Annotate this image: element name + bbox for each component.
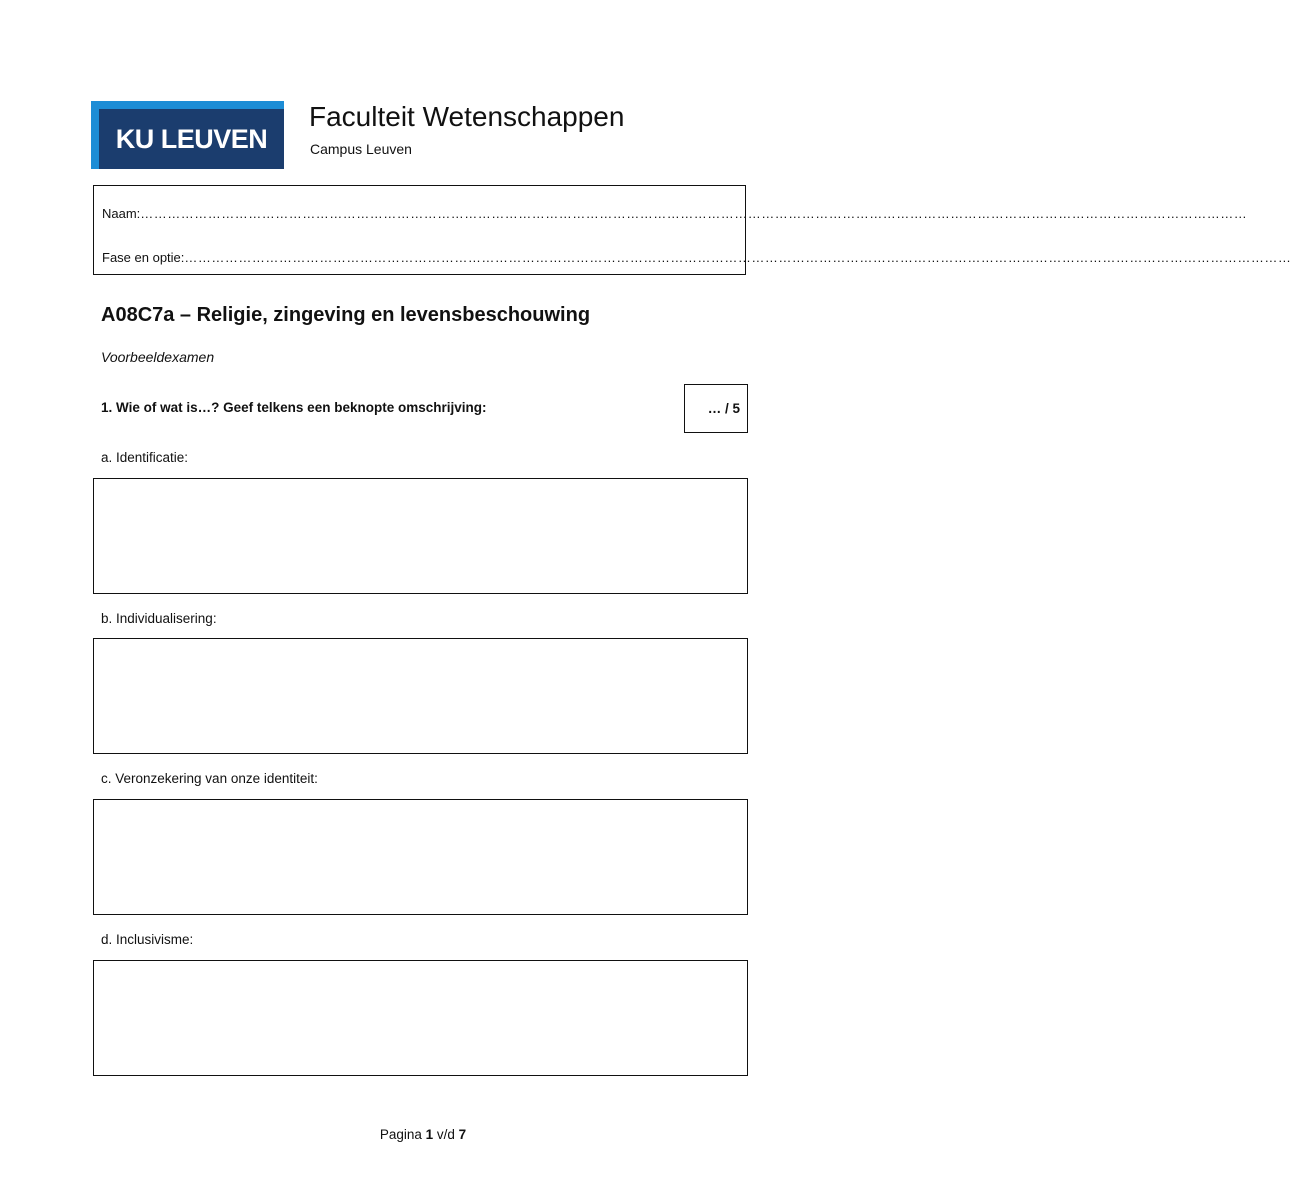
item-b-label: b. Individualisering: [101, 611, 217, 626]
page-footer [0, 1127, 846, 1142]
ku-leuven-logo [91, 101, 284, 169]
answer-box-d[interactable] [93, 960, 748, 1076]
answer-box-b[interactable] [93, 638, 748, 754]
footer-prefix: Pagina [379, 1127, 426, 1142]
page-number: 1 [425, 1127, 434, 1142]
footer-middle: v/d [433, 1127, 459, 1142]
name-field[interactable] [102, 206, 1248, 221]
exam-title: A08C7a – Religie, zingeving en levensbeschouwing [101, 304, 591, 326]
item-a-label: a. Identificatie: [101, 450, 189, 465]
question-1-text: 1. Wie of wat is…? Geef telkens een beknopte omschrijving: [101, 400, 487, 415]
phase-dotted-line[interactable]: ………………………………………………………………………………………………………………………………………………………………………………………………………………………… [184, 250, 1291, 265]
name-label: Naam: [102, 206, 141, 221]
phase-label: Fase en optie: [102, 250, 185, 265]
name-dotted-line[interactable]: ………………………………………………………………………………………………………………………………………………………………………………………………………………………… [140, 206, 1248, 221]
score-box[interactable] [684, 384, 748, 433]
score-text: … / 5 [707, 401, 740, 416]
faculty-title: Faculteit Wetenschappen [309, 101, 625, 132]
item-c-label: c. Veronzekering van onze identiteit: [101, 771, 318, 786]
answer-box-c[interactable] [93, 799, 748, 915]
exam-subtitle: Voorbeeldexamen [101, 349, 215, 365]
logo-inner [99, 109, 284, 169]
item-d-label: d. Inclusivisme: [101, 932, 194, 947]
page-total: 7 [458, 1127, 467, 1142]
phase-field[interactable] [102, 250, 1291, 265]
logo-text: KU LEUVEN [115, 123, 268, 154]
student-info-box [93, 185, 1291, 275]
answer-box-a[interactable] [93, 478, 748, 594]
campus-name: Campus Leuven [310, 141, 412, 157]
